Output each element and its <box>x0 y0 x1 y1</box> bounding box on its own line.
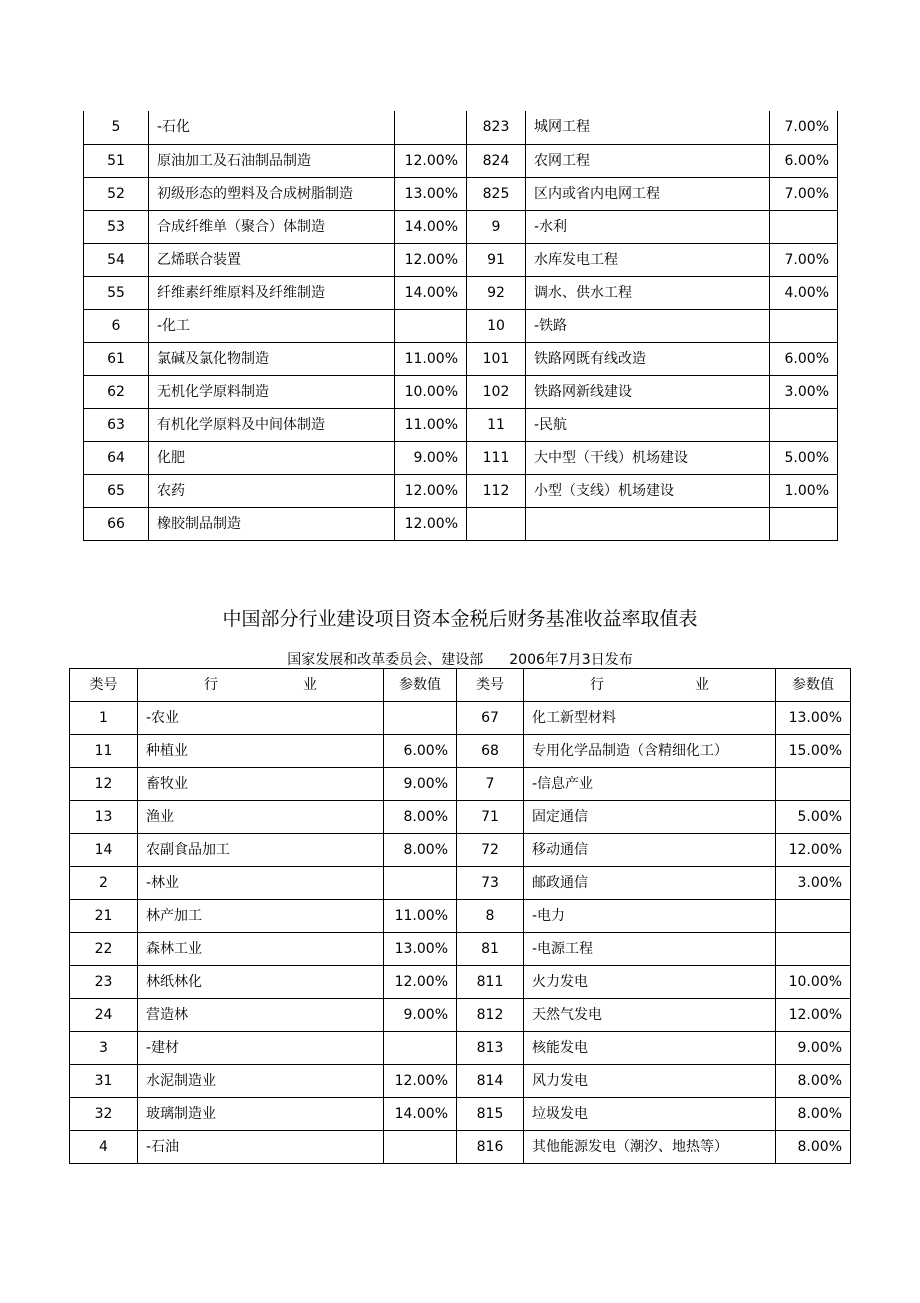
industry-cell: -化工 <box>149 309 395 342</box>
code-cell: 112 <box>467 474 526 507</box>
table-row <box>70 1032 851 1065</box>
code-cell: 92 <box>467 276 526 309</box>
header-industry-char-2: 业 <box>695 677 709 693</box>
value-cell: 1.00% <box>770 474 838 507</box>
value-cell: 10.00% <box>776 966 851 999</box>
table-row <box>70 768 851 801</box>
value-cell: 13.00% <box>384 933 457 966</box>
main-rate-table-body <box>70 702 851 1164</box>
code-cell: 22 <box>70 933 138 966</box>
value-cell: 14.00% <box>395 276 467 309</box>
code-cell: 812 <box>457 999 524 1032</box>
table-row <box>84 474 838 507</box>
industry-cell: 合成纤维单（聚合）体制造 <box>149 210 395 243</box>
value-cell: 13.00% <box>776 702 851 735</box>
value-cell: 12.00% <box>395 507 467 540</box>
code-cell: 1 <box>70 702 138 735</box>
code-cell: 67 <box>457 702 524 735</box>
code-cell: 66 <box>84 507 149 540</box>
industry-cell: 火力发电 <box>524 966 776 999</box>
industry-cell: -农业 <box>138 702 384 735</box>
table-row <box>70 702 851 735</box>
code-cell: 5 <box>84 111 149 144</box>
industry-cell: 垃圾发电 <box>524 1098 776 1131</box>
code-cell: 825 <box>467 177 526 210</box>
industry-cell: 渔业 <box>138 801 384 834</box>
industry-cell: 风力发电 <box>524 1065 776 1098</box>
industry-cell: -电力 <box>524 900 776 933</box>
industry-cell: -电源工程 <box>524 933 776 966</box>
code-cell: 6 <box>84 309 149 342</box>
value-cell: 8.00% <box>384 834 457 867</box>
industry-cell: 大中型（干线）机场建设 <box>526 441 770 474</box>
industry-cell: -民航 <box>526 408 770 441</box>
industry-cell: -林业 <box>138 867 384 900</box>
value-cell <box>395 111 467 144</box>
value-cell: 4.00% <box>770 276 838 309</box>
industry-cell: 农网工程 <box>526 144 770 177</box>
header-industry-char-1: 行 <box>204 677 218 693</box>
industry-cell: 专用化学品制造（含精细化工） <box>524 735 776 768</box>
industry-cell <box>526 507 770 540</box>
top-rate-table <box>83 111 838 541</box>
code-cell: 814 <box>457 1065 524 1098</box>
value-cell: 9.00% <box>395 441 467 474</box>
code-cell: 824 <box>467 144 526 177</box>
table-row <box>84 177 838 210</box>
value-cell: 12.00% <box>395 144 467 177</box>
table-row <box>70 900 851 933</box>
table-row <box>70 1098 851 1131</box>
table-row <box>70 966 851 999</box>
code-cell: 63 <box>84 408 149 441</box>
code-cell: 816 <box>457 1131 524 1164</box>
value-cell: 12.00% <box>384 1065 457 1098</box>
code-cell: 815 <box>457 1098 524 1131</box>
industry-cell: 区内或省内电网工程 <box>526 177 770 210</box>
code-cell: 71 <box>457 801 524 834</box>
table-row <box>84 375 838 408</box>
industry-cell: 纤维素纤维原料及纤维制造 <box>149 276 395 309</box>
code-cell: 813 <box>457 1032 524 1065</box>
code-cell: 24 <box>70 999 138 1032</box>
table-row <box>84 309 838 342</box>
value-cell: 9.00% <box>384 999 457 1032</box>
code-cell: 53 <box>84 210 149 243</box>
value-cell: 8.00% <box>384 801 457 834</box>
industry-cell: -石油 <box>138 1131 384 1164</box>
table-row <box>70 867 851 900</box>
industry-cell: 种植业 <box>138 735 384 768</box>
header-industry-char-2: 业 <box>303 677 317 693</box>
code-cell: 61 <box>84 342 149 375</box>
code-cell: 9 <box>467 210 526 243</box>
industry-cell: 橡胶制品制造 <box>149 507 395 540</box>
top-rate-table-body <box>84 111 838 540</box>
code-cell: 64 <box>84 441 149 474</box>
table-row <box>84 276 838 309</box>
header-industry-char-1: 行 <box>590 677 604 693</box>
table-row <box>84 342 838 375</box>
header-code: 类号 <box>70 669 138 702</box>
value-cell: 7.00% <box>770 243 838 276</box>
industry-cell: 林产加工 <box>138 900 384 933</box>
code-cell: 52 <box>84 177 149 210</box>
code-cell: 11 <box>70 735 138 768</box>
value-cell: 12.00% <box>384 966 457 999</box>
industry-cell: 水泥制造业 <box>138 1065 384 1098</box>
industry-cell: 邮政通信 <box>524 867 776 900</box>
industry-cell: 有机化学原料及中间体制造 <box>149 408 395 441</box>
industry-cell: 固定通信 <box>524 801 776 834</box>
industry-cell: 移动通信 <box>524 834 776 867</box>
header-industry <box>524 669 776 702</box>
code-cell: 23 <box>70 966 138 999</box>
industry-cell: 无机化学原料制造 <box>149 375 395 408</box>
value-cell: 3.00% <box>770 375 838 408</box>
value-cell: 15.00% <box>776 735 851 768</box>
table-row <box>84 441 838 474</box>
code-cell: 101 <box>467 342 526 375</box>
industry-cell: 核能发电 <box>524 1032 776 1065</box>
industry-cell: 城网工程 <box>526 111 770 144</box>
code-cell: 31 <box>70 1065 138 1098</box>
value-cell <box>770 309 838 342</box>
industry-cell: 初级形态的塑料及合成树脂制造 <box>149 177 395 210</box>
value-cell <box>770 507 838 540</box>
value-cell: 12.00% <box>776 834 851 867</box>
value-cell: 6.00% <box>770 342 838 375</box>
industry-cell: 调水、供水工程 <box>526 276 770 309</box>
value-cell <box>395 309 467 342</box>
code-cell: 4 <box>70 1131 138 1164</box>
industry-cell: 乙烯联合装置 <box>149 243 395 276</box>
code-cell: 13 <box>70 801 138 834</box>
value-cell: 10.00% <box>395 375 467 408</box>
industry-cell: 天然气发电 <box>524 999 776 1032</box>
value-cell: 6.00% <box>770 144 838 177</box>
value-cell <box>776 900 851 933</box>
table-row <box>70 999 851 1032</box>
code-cell: 2 <box>70 867 138 900</box>
table-row <box>84 243 838 276</box>
table-row <box>70 933 851 966</box>
value-cell: 5.00% <box>776 801 851 834</box>
industry-cell: 化工新型材料 <box>524 702 776 735</box>
code-cell: 91 <box>467 243 526 276</box>
header-code: 类号 <box>457 669 524 702</box>
table-row <box>84 408 838 441</box>
value-cell: 12.00% <box>395 474 467 507</box>
industry-cell: 化肥 <box>149 441 395 474</box>
code-cell: 68 <box>457 735 524 768</box>
value-cell: 8.00% <box>776 1098 851 1131</box>
industry-cell: 林纸林化 <box>138 966 384 999</box>
value-cell <box>384 867 457 900</box>
table-row <box>84 507 838 540</box>
code-cell: 73 <box>457 867 524 900</box>
industry-cell: 原油加工及石油制品制造 <box>149 144 395 177</box>
code-cell: 102 <box>467 375 526 408</box>
value-cell: 8.00% <box>776 1131 851 1164</box>
value-cell: 8.00% <box>776 1065 851 1098</box>
code-cell: 32 <box>70 1098 138 1131</box>
industry-cell: 农药 <box>149 474 395 507</box>
value-cell <box>384 702 457 735</box>
code-cell: 811 <box>457 966 524 999</box>
table-subtitle <box>0 649 920 669</box>
value-cell: 14.00% <box>384 1098 457 1131</box>
table-row <box>70 735 851 768</box>
value-cell: 7.00% <box>770 177 838 210</box>
code-cell: 62 <box>84 375 149 408</box>
value-cell: 12.00% <box>395 243 467 276</box>
value-cell <box>770 210 838 243</box>
code-cell: 14 <box>70 834 138 867</box>
value-cell: 6.00% <box>384 735 457 768</box>
table-row <box>84 111 838 144</box>
table-row <box>84 210 838 243</box>
industry-cell: 氯碱及氯化物制造 <box>149 342 395 375</box>
industry-cell: -水利 <box>526 210 770 243</box>
table-row <box>70 834 851 867</box>
value-cell: 13.00% <box>395 177 467 210</box>
code-cell: 12 <box>70 768 138 801</box>
industry-cell: 森林工业 <box>138 933 384 966</box>
industry-cell: 其他能源发电（潮汐、地热等） <box>524 1131 776 1164</box>
header-value: 参数值 <box>384 669 457 702</box>
code-cell: 51 <box>84 144 149 177</box>
value-cell: 11.00% <box>395 408 467 441</box>
value-cell <box>384 1131 457 1164</box>
value-cell: 7.00% <box>770 111 838 144</box>
industry-cell: -建材 <box>138 1032 384 1065</box>
code-cell: 3 <box>70 1032 138 1065</box>
main-rate-table <box>69 668 851 1164</box>
code-cell <box>467 507 526 540</box>
industry-cell: 农副食品加工 <box>138 834 384 867</box>
value-cell: 11.00% <box>395 342 467 375</box>
value-cell: 9.00% <box>776 1032 851 1065</box>
code-cell: 55 <box>84 276 149 309</box>
value-cell: 3.00% <box>776 867 851 900</box>
table-header-row <box>70 669 851 702</box>
publish-date: 2006年7月3日发布 <box>509 652 633 668</box>
value-cell <box>384 1032 457 1065</box>
value-cell: 5.00% <box>770 441 838 474</box>
industry-cell: 水库发电工程 <box>526 243 770 276</box>
code-cell: 81 <box>457 933 524 966</box>
industry-cell: -信息产业 <box>524 768 776 801</box>
industry-cell: -石化 <box>149 111 395 144</box>
table-row <box>84 144 838 177</box>
header-industry <box>138 669 384 702</box>
table-row <box>70 801 851 834</box>
industry-cell: 铁路网新线建设 <box>526 375 770 408</box>
industry-cell: 铁路网既有线改造 <box>526 342 770 375</box>
code-cell: 8 <box>457 900 524 933</box>
code-cell: 7 <box>457 768 524 801</box>
industry-cell: 玻璃制造业 <box>138 1098 384 1131</box>
code-cell: 72 <box>457 834 524 867</box>
value-cell <box>770 408 838 441</box>
code-cell: 10 <box>467 309 526 342</box>
table-row <box>70 1131 851 1164</box>
value-cell <box>776 933 851 966</box>
header-value: 参数值 <box>776 669 851 702</box>
industry-cell: -铁路 <box>526 309 770 342</box>
value-cell: 9.00% <box>384 768 457 801</box>
code-cell: 54 <box>84 243 149 276</box>
value-cell: 12.00% <box>776 999 851 1032</box>
code-cell: 21 <box>70 900 138 933</box>
code-cell: 823 <box>467 111 526 144</box>
table-row <box>70 1065 851 1098</box>
issuer-text: 国家发展和改革委员会、建设部 <box>287 652 484 668</box>
value-cell: 14.00% <box>395 210 467 243</box>
industry-cell: 畜牧业 <box>138 768 384 801</box>
industry-cell: 营造林 <box>138 999 384 1032</box>
code-cell: 65 <box>84 474 149 507</box>
value-cell: 11.00% <box>384 900 457 933</box>
value-cell <box>776 768 851 801</box>
code-cell: 11 <box>467 408 526 441</box>
page-title: 中国部分行业建设项目资本金税后财务基准收益率取值表 <box>222 608 698 630</box>
code-cell: 111 <box>467 441 526 474</box>
industry-cell: 小型（支线）机场建设 <box>526 474 770 507</box>
